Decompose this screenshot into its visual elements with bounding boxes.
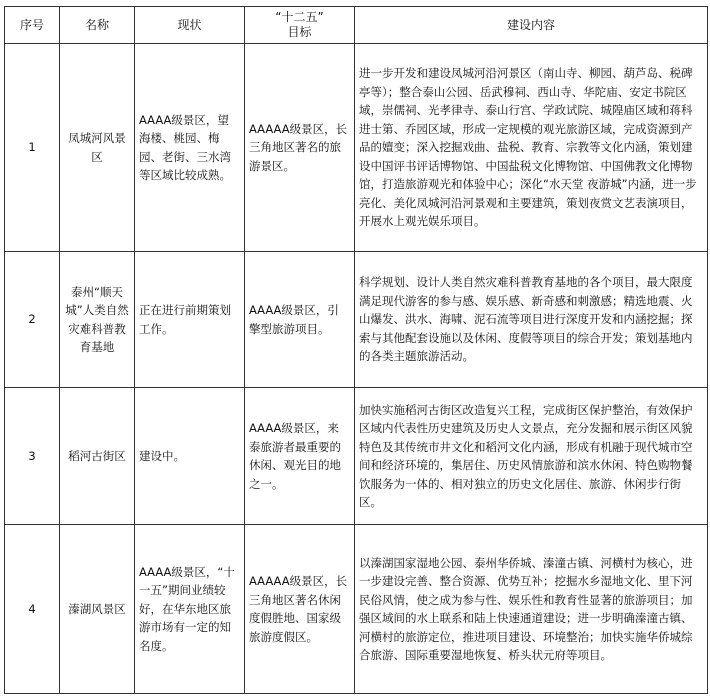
header-row — [5, 7, 708, 44]
header-name: 名称 — [60, 7, 135, 44]
header-current: 现状 — [135, 7, 245, 44]
row-name: 凤城河风景区 — [60, 44, 135, 252]
row-goal: AAAA级景区，来泰旅游者最重要的休闲、观光目的地之一。 — [245, 388, 355, 525]
header-goal — [245, 7, 355, 44]
row-build: 加快实施稻河古街区改造复兴工程，完成街区保护整治，有效保护区域内代表性历史建筑及历史人文景点，充分发掘和展示街区风貌特色及其传统市井文化和稻河文化内涵，形成有机融于现代城市空间和经济环境的，集居住、历史风情旅游和滨水休闲、特色购物餐饮服务为一体的、相对独立的历史文化居住、旅游、休闲步行街区。 — [355, 388, 708, 525]
table-row — [5, 252, 708, 388]
row-current: AAAA级景区，“十一五”期间业绩较好，在华东地区旅游市场有一定的知名度。 — [135, 525, 245, 694]
row-current: 正在进行前期策划工作。 — [135, 252, 245, 388]
row-no: 2 — [5, 252, 60, 388]
header-no: 序号 — [5, 7, 60, 44]
header-goal-line1: “十二五” — [275, 10, 324, 24]
row-name: 溱湖风景区 — [60, 525, 135, 694]
table-row — [5, 44, 708, 252]
row-goal: AAAAA级景区，长三角地区著名的旅游景区。 — [245, 44, 355, 252]
row-goal: AAAA级景区，引擎型旅游项目。 — [245, 252, 355, 388]
row-name: 泰州“顺天城”人类自然灾难科普教育基地 — [60, 252, 135, 388]
row-current: 建设中。 — [135, 388, 245, 525]
row-current: AAAA级景区，望海楼、桃园、梅园、老街、三水湾等区域比较成熟。 — [135, 44, 245, 252]
row-goal: AAAAA级景区，长三角地区著名休闲度假胜地、国家级旅游度假区。 — [245, 525, 355, 694]
header-goal-line2: 目标 — [287, 25, 312, 39]
table-row — [5, 525, 708, 694]
row-no: 4 — [5, 525, 60, 694]
row-build: 进一步开发和建设凤城河沿河景区（南山寺、柳园、葫芦岛、税碑亭等）；整合泰山公园、岳武穆祠、西山寺、华陀庙、安定书院区域，崇儒祠、光孝律寺、泰山行宫、学政试院、城隍庙区域和蒋科进士第、乔园区域，形成一定规模的观光旅游区域，完成资源到产品的嬗变；深入挖掘戏曲、盐税、教育、宗教等文化内涵，策划建设中国评书评话博物馆、中国盐税文化博物馆、中国佛教文化博物馆，打造旅游观光和体验中心；深化“水天堂 夜游城”内涵，进一步亮化、美化凤城河沿河景观和主要建筑，策划夜赏文艺表演项目，开展水上观光娱乐项目。 — [355, 44, 708, 252]
row-build: 科学规划、设计人类自然灾难科普教育基地的各个项目，最大限度满足现代游客的参与感、娱乐感、新奇感和刺激感；精选地震、火山爆发、洪水、海啸、泥石流等项目进行深度开发和内涵挖掘；探索与其他配套设施以及休闲、度假等项目的综合开发；策划基地内的各类主题旅游活动。 — [355, 252, 708, 388]
row-no: 3 — [5, 388, 60, 525]
table-row — [5, 388, 708, 525]
row-no: 1 — [5, 44, 60, 252]
row-name: 稻河古街区 — [60, 388, 135, 525]
row-build: 以溱湖国家湿地公园、泰州华侨城、溱潼古镇、河横村为核心，进一步建设完善、整合资源、优势互补；挖掘水乡湿地文化、里下河民俗风情，使之成为参与性、娱乐性和教育性显著的旅游项目；加强区域间的水上联系和陆上快速通道建设；进一步明确溱潼古镇、河横村的旅游定位，推进项目建设、环境整治；加快实施华侨城综合旅游、国际重要湿地恢复、桥头状元府等项目。 — [355, 525, 708, 694]
tourism-plan-table — [4, 6, 708, 694]
header-build: 建设内容 — [355, 7, 708, 44]
